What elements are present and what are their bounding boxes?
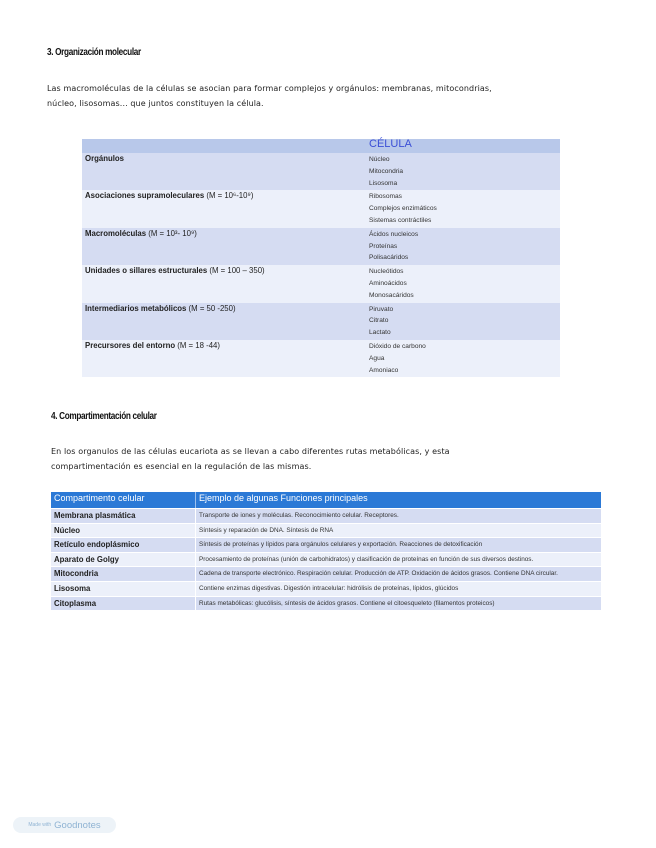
row-items-cell	[366, 340, 560, 377]
row-items-cell	[366, 190, 560, 227]
row-items-cell	[366, 265, 560, 302]
row-item: Complejos enzimáticos	[369, 205, 437, 213]
table-row	[51, 596, 601, 611]
row-item: Dióxido de carbono	[369, 342, 426, 350]
compartment-name: Núcleo	[51, 523, 196, 538]
table-header-empty	[82, 139, 366, 153]
compartment-name: Aparato de Golgy	[51, 552, 196, 567]
row-label: Orgánulos	[85, 154, 124, 163]
badge-prefix: Made with	[28, 822, 52, 828]
paragraph-line: núcleo, lisosomas... que juntos constituyen la célula.	[47, 99, 264, 108]
row-item: Sistemas contráctiles	[369, 216, 432, 224]
compartment-function: Síntesis de proteínas y lípidos para orgánulos celulares y exportación. Reacciones de detoxificación	[196, 538, 602, 553]
table-row	[82, 340, 560, 377]
row-item: Núcleo	[369, 156, 390, 163]
table-header-celula: CÉLULA	[366, 139, 560, 153]
compartment-name: Mitocondria	[51, 567, 196, 582]
section-4-heading: 4. Compartimentación celular	[51, 411, 157, 422]
column-header-compartment: Compartimento celular	[51, 492, 196, 509]
row-label-cell	[82, 303, 366, 340]
row-items-cell	[366, 153, 560, 190]
row-label: Asociaciones supramoleculares	[85, 191, 205, 201]
row-item: Nucleótidos	[369, 268, 404, 276]
badge-brand: Goodnotes	[54, 819, 101, 831]
row-item: Lactato	[369, 329, 391, 337]
row-mass-range: (M = 100 – 350)	[207, 266, 265, 276]
row-label-cell	[82, 190, 366, 227]
row-item: Amoniaco	[369, 366, 399, 374]
row-label-cell	[82, 340, 366, 377]
row-mass-range: (M = 18 -44)	[175, 340, 220, 350]
compartment-function: Contiene enzimas digestivas. Digestión intracelular: hidrólisis de proteínas, lípidos, glúcidos	[196, 581, 602, 596]
table-row	[51, 552, 601, 567]
table-row	[51, 581, 601, 596]
row-item: Polisacáridos	[369, 254, 409, 262]
paragraph-line: compartimentación es esencial en la regulación de las mismas.	[51, 462, 312, 471]
table-row	[82, 228, 560, 265]
compartment-name: Membrana plasmática	[51, 509, 196, 524]
row-mass-range: (M = 10⁶-10⁹)	[204, 191, 254, 201]
row-item: Piruvato	[369, 305, 394, 313]
row-item: Lisosoma	[369, 179, 398, 187]
compartment-name: Lisosoma	[51, 581, 196, 596]
compartment-function: Procesamiento de proteínas (unión de carbohidratos) y clasificación de proteínas en función de sus diversos destinos.	[196, 552, 602, 567]
row-item: Monosacáridos	[369, 291, 414, 299]
row-item: Citrato	[369, 317, 389, 325]
table-row	[82, 303, 560, 340]
table-row	[51, 538, 601, 553]
row-item: Mitocondria	[369, 167, 404, 175]
section-3-paragraph	[47, 81, 607, 111]
compartment-function: Transporte de iones y moléculas. Reconocimiento celular. Receptores.	[196, 509, 602, 524]
section-4-paragraph	[51, 444, 611, 474]
row-label-cell	[82, 153, 366, 190]
cell-organization-table	[82, 139, 560, 377]
section-3-heading: 3. Organización molecular	[47, 47, 141, 58]
row-label: Unidades o sillares estructurales	[85, 266, 208, 276]
table-row	[82, 265, 560, 302]
table-row	[51, 523, 601, 538]
row-label: Macromoléculas	[85, 228, 147, 238]
row-items-cell	[366, 303, 560, 340]
row-item: Aminoácidos	[369, 279, 407, 287]
table-row	[82, 153, 560, 190]
column-header-functions: Ejemplo de algunas Funciones principales	[196, 492, 602, 509]
paragraph-line: En los organulos de las células eucariota as se llevan a cabo diferentes rutas metabólicas, y esta	[51, 447, 450, 456]
row-item: Ácidos nucleicos	[369, 230, 419, 238]
table-row	[82, 190, 560, 227]
row-item: Agua	[369, 354, 385, 362]
row-mass-range: (M = 50 -250)	[186, 303, 236, 313]
paragraph-line: Las macromoléculas de la células se asocian para formar complejos y orgánulos: membranas, mitocondrias,	[47, 84, 492, 93]
row-label-cell	[82, 265, 366, 302]
goodnotes-badge	[13, 817, 116, 833]
table-row	[51, 509, 601, 524]
compartment-function: Síntesis y reparación de DNA. Síntesis de RNA	[196, 523, 602, 538]
compartments-table	[51, 492, 601, 611]
compartment-name: Retículo endoplásmico	[51, 538, 196, 553]
row-item: Ribosomas	[369, 193, 402, 201]
row-item: Proteínas	[369, 242, 398, 250]
row-label: Intermediarios metabólicos	[85, 303, 187, 313]
row-items-cell	[366, 228, 560, 265]
table-row	[51, 567, 601, 582]
row-label: Precursores del entorno	[85, 340, 176, 350]
row-label-cell	[82, 228, 366, 265]
compartment-function: Cadena de transporte electrónico. Respiración celular. Producción de ATP. Oxidación de ácidos grasos. Contiene DNA circular.	[196, 567, 602, 582]
compartment-function: Rutas metabólicas: glucólisis, síntesis de ácidos grasos. Contiene el citoesqueleto (filamentos proteicos)	[196, 596, 602, 611]
compartment-name: Citoplasma	[51, 596, 196, 611]
row-mass-range: (M = 10³- 10⁹)	[146, 228, 197, 238]
